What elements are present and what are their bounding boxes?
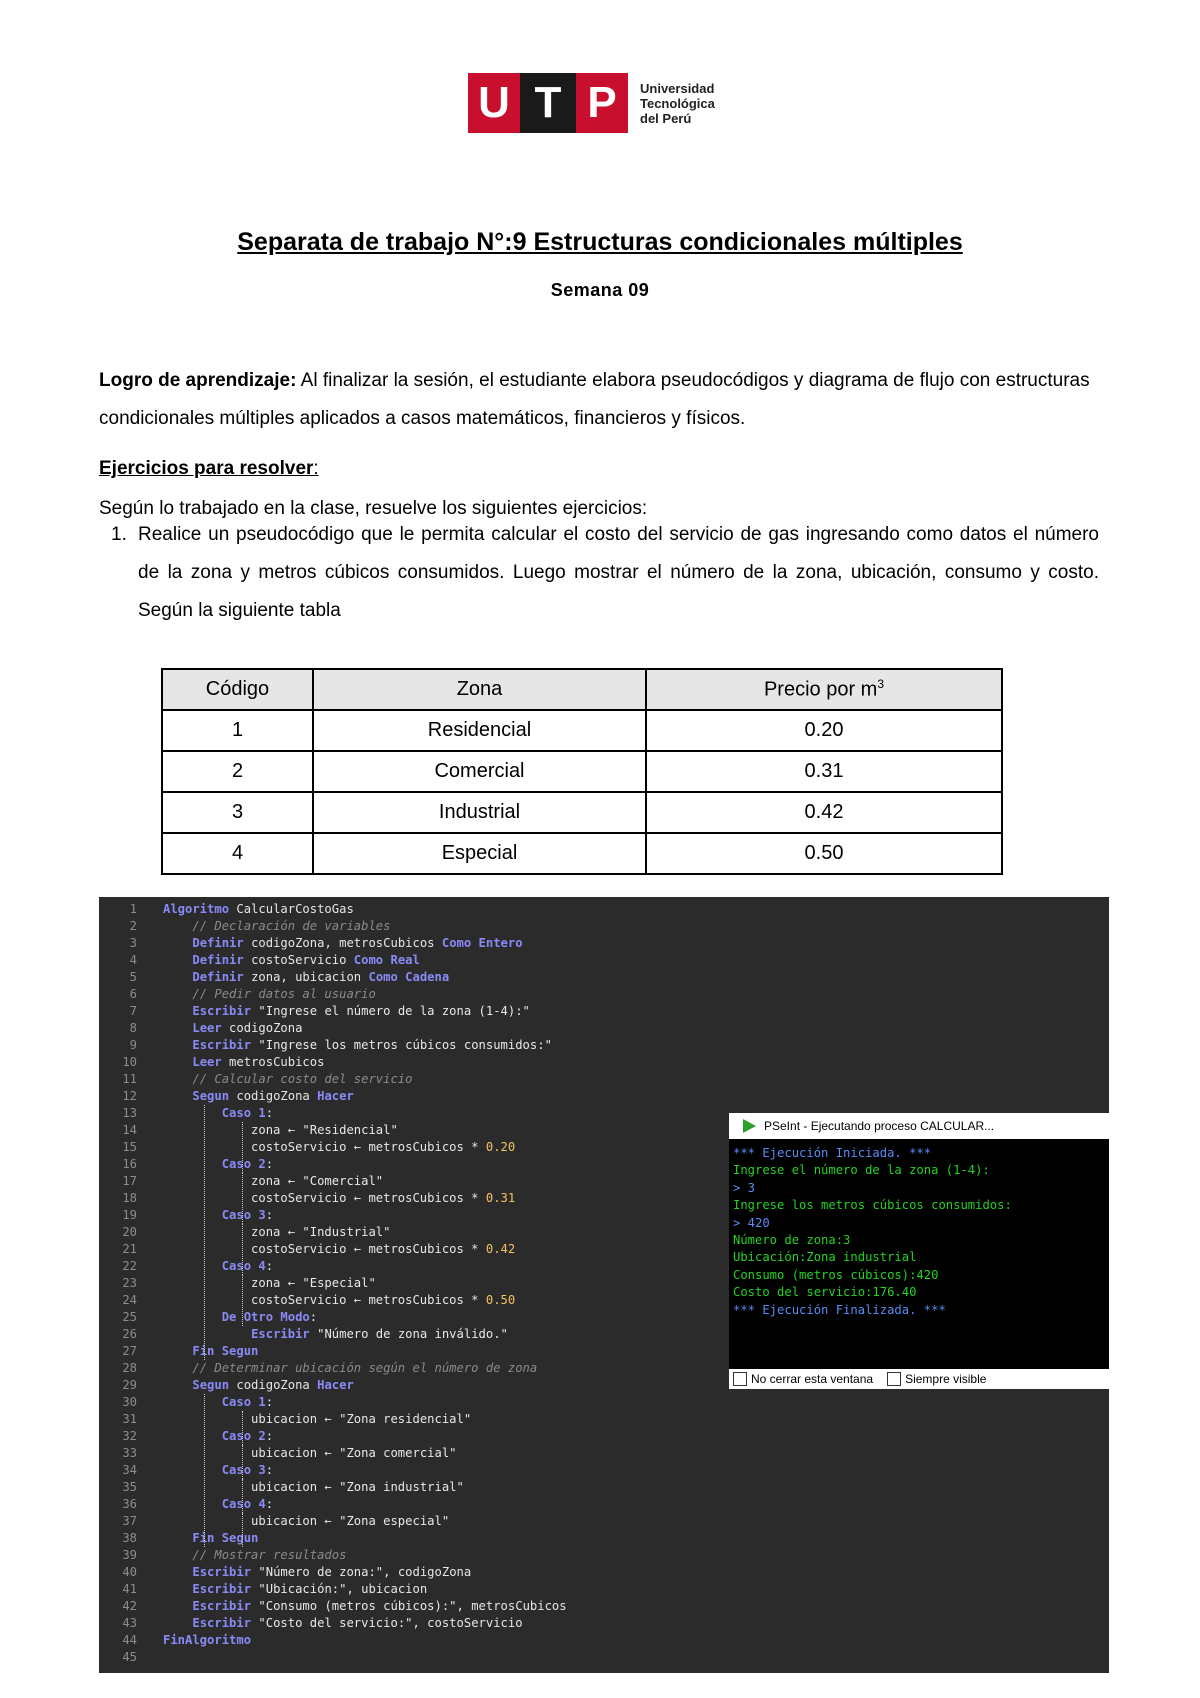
line-number: 10 — [122, 1055, 137, 1069]
code-line — [99, 1564, 1109, 1581]
code-line — [99, 901, 1109, 918]
code-text: costoServicio ← metrosCubicos * 0.42 — [163, 1242, 516, 1256]
logo-text — [640, 81, 715, 126]
console-line: *** Ejecución Iniciada. *** — [733, 1146, 932, 1160]
code-text: Escribir "Ubicación:", ubicacion — [192, 1582, 428, 1596]
table-header-row — [162, 669, 1002, 710]
code-text: Caso 3: — [221, 1463, 274, 1477]
line-number: 20 — [122, 1225, 137, 1239]
indent-guide — [242, 1122, 243, 1173]
indent-guide — [242, 1513, 243, 1547]
line-number: 11 — [122, 1072, 137, 1086]
code-line — [99, 1088, 1109, 1105]
line-number: 7 — [129, 1004, 137, 1018]
intro-paragraph: Según lo trabajado en la clase, resuelve los siguientes ejercicios: — [99, 498, 648, 519]
code-text: De Otro Modo: — [221, 1310, 318, 1324]
code-line — [99, 1411, 1109, 1428]
code-line — [99, 1496, 1109, 1513]
console-line: Ubicación:Zona industrial — [733, 1250, 917, 1265]
code-line — [99, 935, 1109, 952]
code-text: Caso 4: — [221, 1497, 274, 1511]
code-text: costoServicio ← metrosCubicos * 0.31 — [163, 1191, 516, 1205]
line-number: 9 — [129, 1038, 137, 1052]
indent-guide — [242, 1445, 243, 1479]
line-number: 36 — [122, 1497, 137, 1511]
logo-text-line: del Perú — [640, 110, 692, 126]
console-titlebar — [729, 1113, 1109, 1139]
code-text: Caso 2: — [221, 1157, 274, 1171]
code-line — [99, 1530, 1109, 1547]
code-text: FinAlgoritmo — [163, 1633, 252, 1647]
line-number: 15 — [122, 1140, 137, 1154]
line-number: 24 — [122, 1293, 137, 1307]
code-text: Escribir "Ingrese el número de la zona (1-4):" — [192, 1004, 530, 1018]
console-line: > 3 — [733, 1180, 756, 1195]
list-item-text: Realice un pseudocódigo que le permita calcular el costo del servicio de gas ingresando como datos el número de la zona y metros cúbicos consumidos. Luego mostrar el número de la zona, ubicación, consumo y costo. Según la siguiente tabla — [138, 524, 1099, 621]
logo-letter: T — [520, 73, 576, 133]
code-text: // Calcular costo del servicio — [192, 1072, 413, 1086]
code-text: Algoritmo CalcularCostoGas — [163, 902, 354, 916]
line-number: 41 — [122, 1582, 137, 1596]
code-line — [99, 1479, 1109, 1496]
code-text: Definir zona, ubicacion Como Cadena — [192, 970, 450, 984]
indent-guide — [242, 1173, 243, 1224]
code-text: ubicacion ← "Zona comercial" — [163, 1446, 457, 1460]
siempre-visible-checkbox[interactable] — [887, 1372, 901, 1386]
logro-text: Al finalizar la sesión, el estudiante elabora pseudocódigos y diagrama de flujo con estructuras condicionales múltiples aplicados a casos matemáticos, financieros y físicos. — [99, 370, 1090, 429]
code-text: Escribir "Número de zona inválido." — [251, 1327, 508, 1341]
code-line — [99, 1428, 1109, 1445]
indent-guide — [204, 1394, 205, 1547]
code-line — [99, 1632, 1109, 1649]
utp-logo-letters — [468, 73, 628, 133]
page-title: Separata de trabajo N°:9 Estructuras condicionales múltiples — [237, 228, 963, 256]
code-line — [99, 1615, 1109, 1632]
code-text: ubicacion ← "Zona residencial" — [163, 1412, 472, 1426]
code-text: Caso 3: — [221, 1208, 274, 1222]
code-text: Leer metrosCubicos — [192, 1055, 325, 1069]
line-number: 21 — [122, 1242, 137, 1256]
code-text: // Mostrar resultados — [192, 1548, 347, 1562]
logro-label: Logro de aprendizaje: — [99, 370, 297, 391]
code-line — [99, 986, 1109, 1003]
console-output — [729, 1139, 1109, 1369]
table-cell: Especial — [313, 833, 646, 874]
code-line — [99, 1598, 1109, 1615]
line-number: 39 — [122, 1548, 137, 1562]
code-line — [99, 1071, 1109, 1088]
code-text: Definir codigoZona, metrosCubicos Como Entero — [192, 936, 523, 950]
code-text: Caso 2: — [221, 1429, 274, 1443]
indent-guide — [242, 1275, 243, 1326]
line-number: 29 — [122, 1378, 137, 1392]
list-item-number: 1. — [111, 524, 127, 545]
table-cell: 2 — [162, 751, 313, 792]
ejercicios-heading — [99, 458, 319, 480]
code-text: Escribir "Ingrese los metros cúbicos consumidos:" — [192, 1038, 552, 1052]
line-number: 44 — [122, 1633, 137, 1647]
line-number: 26 — [122, 1327, 137, 1341]
line-number: 31 — [122, 1412, 137, 1426]
table-cell: 1 — [162, 710, 313, 751]
line-number: 17 — [122, 1174, 137, 1188]
utp-logo — [468, 73, 715, 133]
code-text: zona ← "Industrial" — [163, 1225, 391, 1239]
precio-superscript: 3 — [877, 677, 885, 692]
line-number: 2 — [129, 919, 137, 933]
code-line — [99, 1445, 1109, 1462]
code-text: Fin Segun — [192, 1344, 259, 1358]
page-subtitle: Semana 09 — [550, 280, 650, 300]
code-text: Caso 4: — [221, 1259, 274, 1273]
console-line: Número de zona:3 — [733, 1232, 851, 1247]
line-number: 27 — [122, 1344, 137, 1358]
indent-guide — [242, 1479, 243, 1513]
code-text: costoServicio ← metrosCubicos * 0.50 — [163, 1293, 516, 1307]
line-number: 16 — [122, 1157, 137, 1171]
no-cerrar-label: No cerrar esta ventana — [751, 1372, 874, 1386]
code-text: zona ← "Residencial" — [163, 1123, 398, 1137]
code-line — [99, 1649, 1109, 1666]
code-text: Segun codigoZona Hacer — [192, 1378, 354, 1392]
logo-text-line: Tecnológica — [640, 95, 715, 111]
code-text: Caso 1: — [221, 1106, 274, 1120]
code-line — [99, 1054, 1109, 1071]
line-number: 30 — [122, 1395, 137, 1409]
table-cell: Comercial — [313, 751, 646, 792]
table-cell: 0.50 — [646, 833, 1002, 874]
code-line — [99, 1020, 1109, 1037]
line-number: 1 — [129, 902, 137, 916]
indent-guide — [242, 1224, 243, 1275]
precio-label: Precio por m — [763, 678, 878, 701]
console-line: Ingrese el número de la zona (1-4): — [733, 1163, 990, 1178]
line-number: 23 — [122, 1276, 137, 1290]
no-cerrar-checkbox[interactable] — [733, 1372, 747, 1386]
logo-letter: U — [478, 78, 510, 127]
table-row — [162, 751, 1002, 792]
table-row — [162, 710, 1002, 751]
code-line — [99, 1037, 1109, 1054]
code-text: Caso 1: — [221, 1395, 274, 1409]
line-number: 5 — [129, 970, 137, 984]
line-number: 3 — [129, 936, 137, 950]
line-number: 12 — [122, 1089, 137, 1103]
line-number: 28 — [122, 1361, 137, 1375]
siempre-visible-label: Siempre visible — [905, 1372, 987, 1386]
code-text: Leer codigoZona — [192, 1021, 303, 1035]
line-number: 37 — [122, 1514, 137, 1528]
code-text: ubicacion ← "Zona industrial" — [163, 1480, 464, 1494]
table-cell: 3 — [162, 792, 313, 833]
code-text: // Declaración de variables — [192, 919, 391, 933]
line-number: 18 — [122, 1191, 137, 1205]
logo-text-line: Universidad — [640, 80, 715, 96]
table-cell: Residencial — [313, 710, 646, 751]
code-text: Escribir "Consumo (metros cúbicos):", metrosCubicos — [192, 1599, 567, 1613]
indent-guide — [242, 1411, 243, 1445]
line-number: 22 — [122, 1259, 137, 1273]
table-row — [162, 833, 1002, 874]
code-text: // Determinar ubicación según el número de zona — [192, 1361, 538, 1375]
code-text: Definir costoServicio Como Real — [192, 953, 420, 967]
table-row — [162, 792, 1002, 833]
console-footer — [729, 1369, 1109, 1389]
exercise-list — [99, 516, 1099, 630]
line-number: 13 — [122, 1106, 137, 1120]
table-cell: 0.31 — [646, 751, 1002, 792]
console-line: Ingrese los metros cúbicos consumidos: — [733, 1198, 1012, 1213]
table-cell: 0.42 — [646, 792, 1002, 833]
line-number: 35 — [122, 1480, 137, 1494]
code-line — [99, 918, 1109, 935]
code-line — [99, 1462, 1109, 1479]
line-number: 19 — [122, 1208, 137, 1222]
line-number: 42 — [122, 1599, 137, 1613]
code-line — [99, 1003, 1109, 1020]
code-text: Escribir "Número de zona:", codigoZona — [192, 1565, 472, 1579]
code-text: Fin Segun — [192, 1531, 259, 1545]
table-cell: 0.20 — [646, 710, 1002, 751]
logo-letter: P — [587, 78, 617, 127]
line-number: 14 — [122, 1123, 137, 1137]
line-number: 8 — [129, 1021, 137, 1035]
ejercicios-heading-text: Ejercicios para resolver — [99, 458, 314, 479]
table-header-precio — [646, 669, 1002, 710]
line-number: 25 — [122, 1310, 137, 1324]
console-line: Consumo (metros cúbicos):420 — [733, 1267, 939, 1282]
line-number: 38 — [122, 1531, 137, 1545]
table-header-codigo: Código — [162, 669, 313, 710]
indent-guide — [204, 1105, 205, 1360]
table-cell: Industrial — [313, 792, 646, 833]
line-number: 43 — [122, 1616, 137, 1630]
code-text: // Pedir datos al usuario — [192, 987, 376, 1001]
code-text: costoServicio ← metrosCubicos * 0.20 — [163, 1140, 516, 1154]
code-text: ubicacion ← "Zona especial" — [163, 1514, 450, 1528]
line-number: 45 — [122, 1650, 137, 1664]
code-line — [99, 1394, 1109, 1411]
line-number: 33 — [122, 1446, 137, 1460]
console-line: *** Ejecución Finalizada. *** — [733, 1302, 946, 1317]
line-number: 34 — [122, 1463, 137, 1477]
code-line — [99, 1513, 1109, 1530]
logro-paragraph — [99, 362, 1111, 438]
code-text: zona ← "Especial" — [163, 1276, 376, 1290]
play-icon — [743, 1119, 756, 1133]
console-line: > 420 — [733, 1215, 770, 1230]
code-line — [99, 969, 1109, 986]
line-number: 32 — [122, 1429, 137, 1443]
code-text: Escribir "Costo del servicio:", costoServicio — [192, 1616, 523, 1630]
ejercicios-heading-colon: : — [313, 458, 319, 479]
code-text: Segun codigoZona Hacer — [192, 1089, 354, 1103]
line-number: 40 — [122, 1565, 137, 1579]
zones-table — [161, 668, 1003, 875]
table-cell: 4 — [162, 833, 313, 874]
code-text: zona ← "Comercial" — [163, 1174, 384, 1188]
code-line — [99, 1581, 1109, 1598]
code-line — [99, 1547, 1109, 1564]
pseint-console-window — [729, 1113, 1109, 1385]
line-number: 4 — [129, 953, 137, 967]
console-title: PSeInt - Ejecutando proceso CALCULAR... — [764, 1119, 995, 1133]
line-number: 6 — [129, 987, 137, 1001]
table-header-zona: Zona — [313, 669, 646, 710]
console-line: Costo del servicio:176.40 — [733, 1285, 917, 1300]
code-line — [99, 952, 1109, 969]
